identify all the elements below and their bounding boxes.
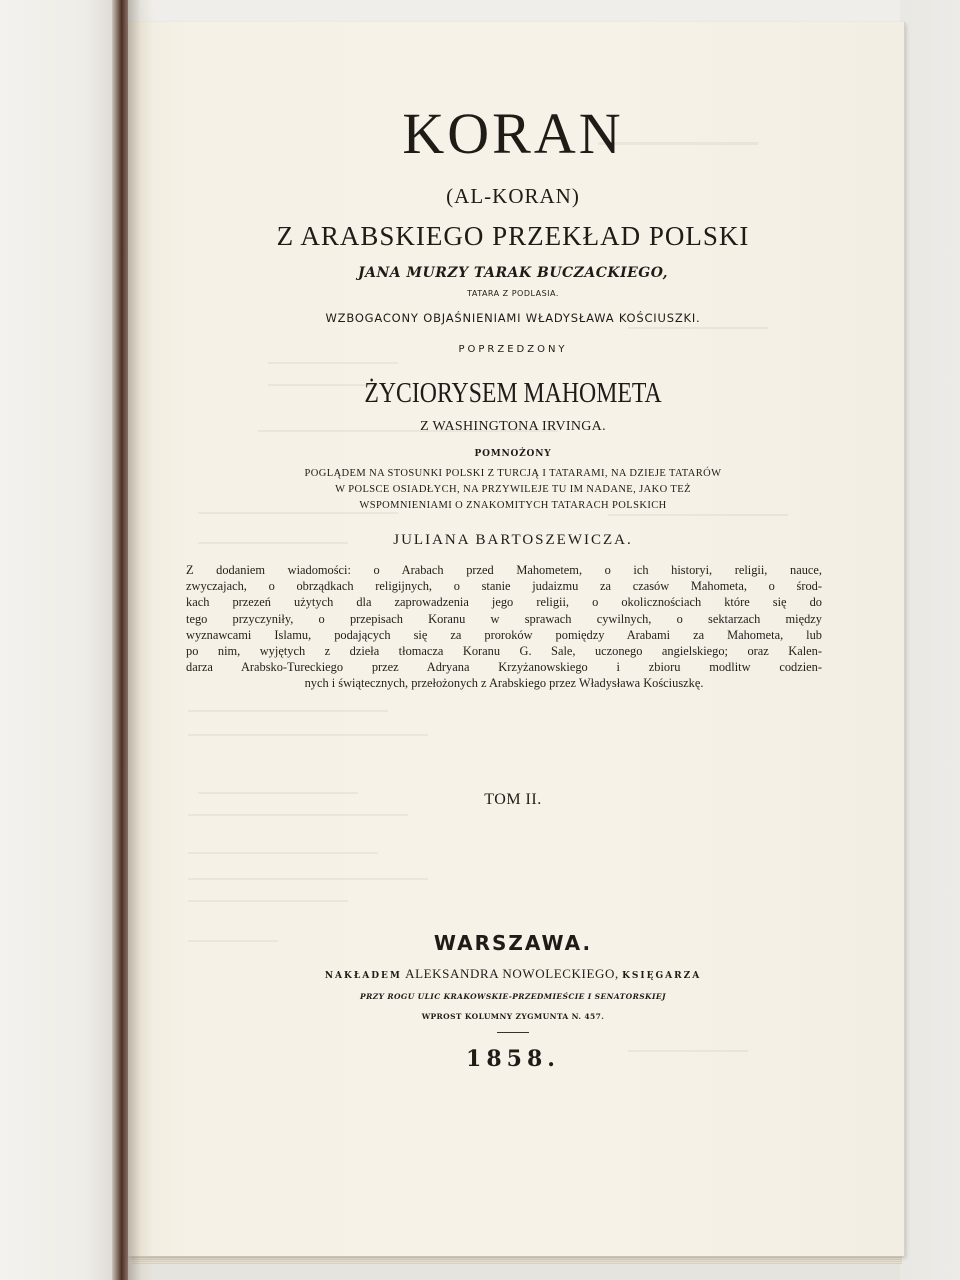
page-gutter-shadow <box>128 0 154 1280</box>
description-line: darza Arabsko-Tureckiego przez Adryana Krzyżanowskiego i zbioru modlitw codzien- <box>186 660 822 675</box>
description-line: po nim, wyjętych z dzieła tłomacza Koranu G. Sale, uczonego angielskiego; oraz Kalen- <box>186 644 822 659</box>
description-line: nych i świątecznych, przełożonych z Arabskiego przez Władysława Kościuszkę. <box>304 676 704 691</box>
overview-line: POGLĄDEM NA STOSUNKI POLSKI Z TURCJĄ I TATARAMI, NA DZIEJE TATARÓW <box>304 468 722 479</box>
publisher-name: ALEKSANDRA NOWOLECKIEGO, <box>405 966 619 981</box>
biography-source: Z WASHINGTONA IRVINGA. <box>420 419 606 434</box>
description-line: tego przyczyniły, o przepisach Koranu w sprawach cywilnych, o sektarzach między <box>186 611 822 626</box>
decorative-rule <box>497 1032 529 1033</box>
publisher-prefix: NAKŁADEM <box>324 971 402 981</box>
preceded-by-label: POPRZEDZONY <box>458 344 568 355</box>
book-spine-rim <box>112 0 128 1280</box>
book-cover-edge <box>900 0 960 1280</box>
publisher-line <box>168 963 858 987</box>
publisher-address-2: WPROST KOLUMNY ZYGMUNTA N. 457. <box>421 1012 605 1021</box>
description-line: wyznawcami Islamu, podających się za proroków pomiędzy Arabami za Mahometa, lub <box>186 627 822 642</box>
description-line: kach przezeń użytych dla zaprowadzenia jego religii, o okolicznościach które się do <box>186 595 822 610</box>
alternate-title: (AL-KORAN) <box>446 184 580 208</box>
page-stack-edge <box>132 1256 902 1264</box>
description-line: Z dodaniem wiadomości: o Arabach przed Mahometem, o ich historyi, religii, nauce, <box>186 563 822 577</box>
translation-line: Z ARABSKIEGO PRZEKŁAD POLSKI <box>276 221 750 251</box>
publisher-address-1: PRZY ROGU ULIC KRAKOWSKIE-PRZEDMIEŚCIE I SENATORSKIEJ <box>360 992 666 1001</box>
description-paragraph <box>186 562 822 692</box>
overview-line: W POLSCE OSIADŁYCH, NA PRZYWILEJE TU IM NADANE, JAKO TEŻ <box>335 484 691 495</box>
overview-line: WSPOMNIENIAMI O ZNAKOMITYCH TATARACH POLSKICH <box>359 500 667 511</box>
author-name: JULIANA BARTOSZEWICZA. <box>393 532 633 548</box>
publication-year: 1858. <box>466 1046 560 1072</box>
publication-city: WARSZAWA. <box>433 931 593 955</box>
book-title: KORAN <box>402 101 624 166</box>
publisher-suffix: KSIĘGARZA <box>622 971 702 981</box>
multiplied-label: POMNOŻONY <box>474 449 552 459</box>
left-blank-page <box>0 0 122 1280</box>
description-line: zwyczajach, o obrządkach religijnych, o stanie judaizmu za czasów Mahometa, o środ- <box>186 579 822 594</box>
biography-title: ŻYCIORYSEM MAHOMETA <box>364 377 662 409</box>
volume-number: TOM II. <box>484 791 542 808</box>
enriched-by-line: WZBOGACONY OBJAŚNIENIAMI WŁADYSŁAWA KOŚCIUSZKI. <box>325 311 701 325</box>
translator-name: JANA MURZY TARAK BUCZACKIEGO, <box>357 265 668 281</box>
translator-origin: TATARA Z PODLASIA. <box>467 289 559 298</box>
title-page <box>128 22 905 1256</box>
overview-text <box>168 466 858 514</box>
